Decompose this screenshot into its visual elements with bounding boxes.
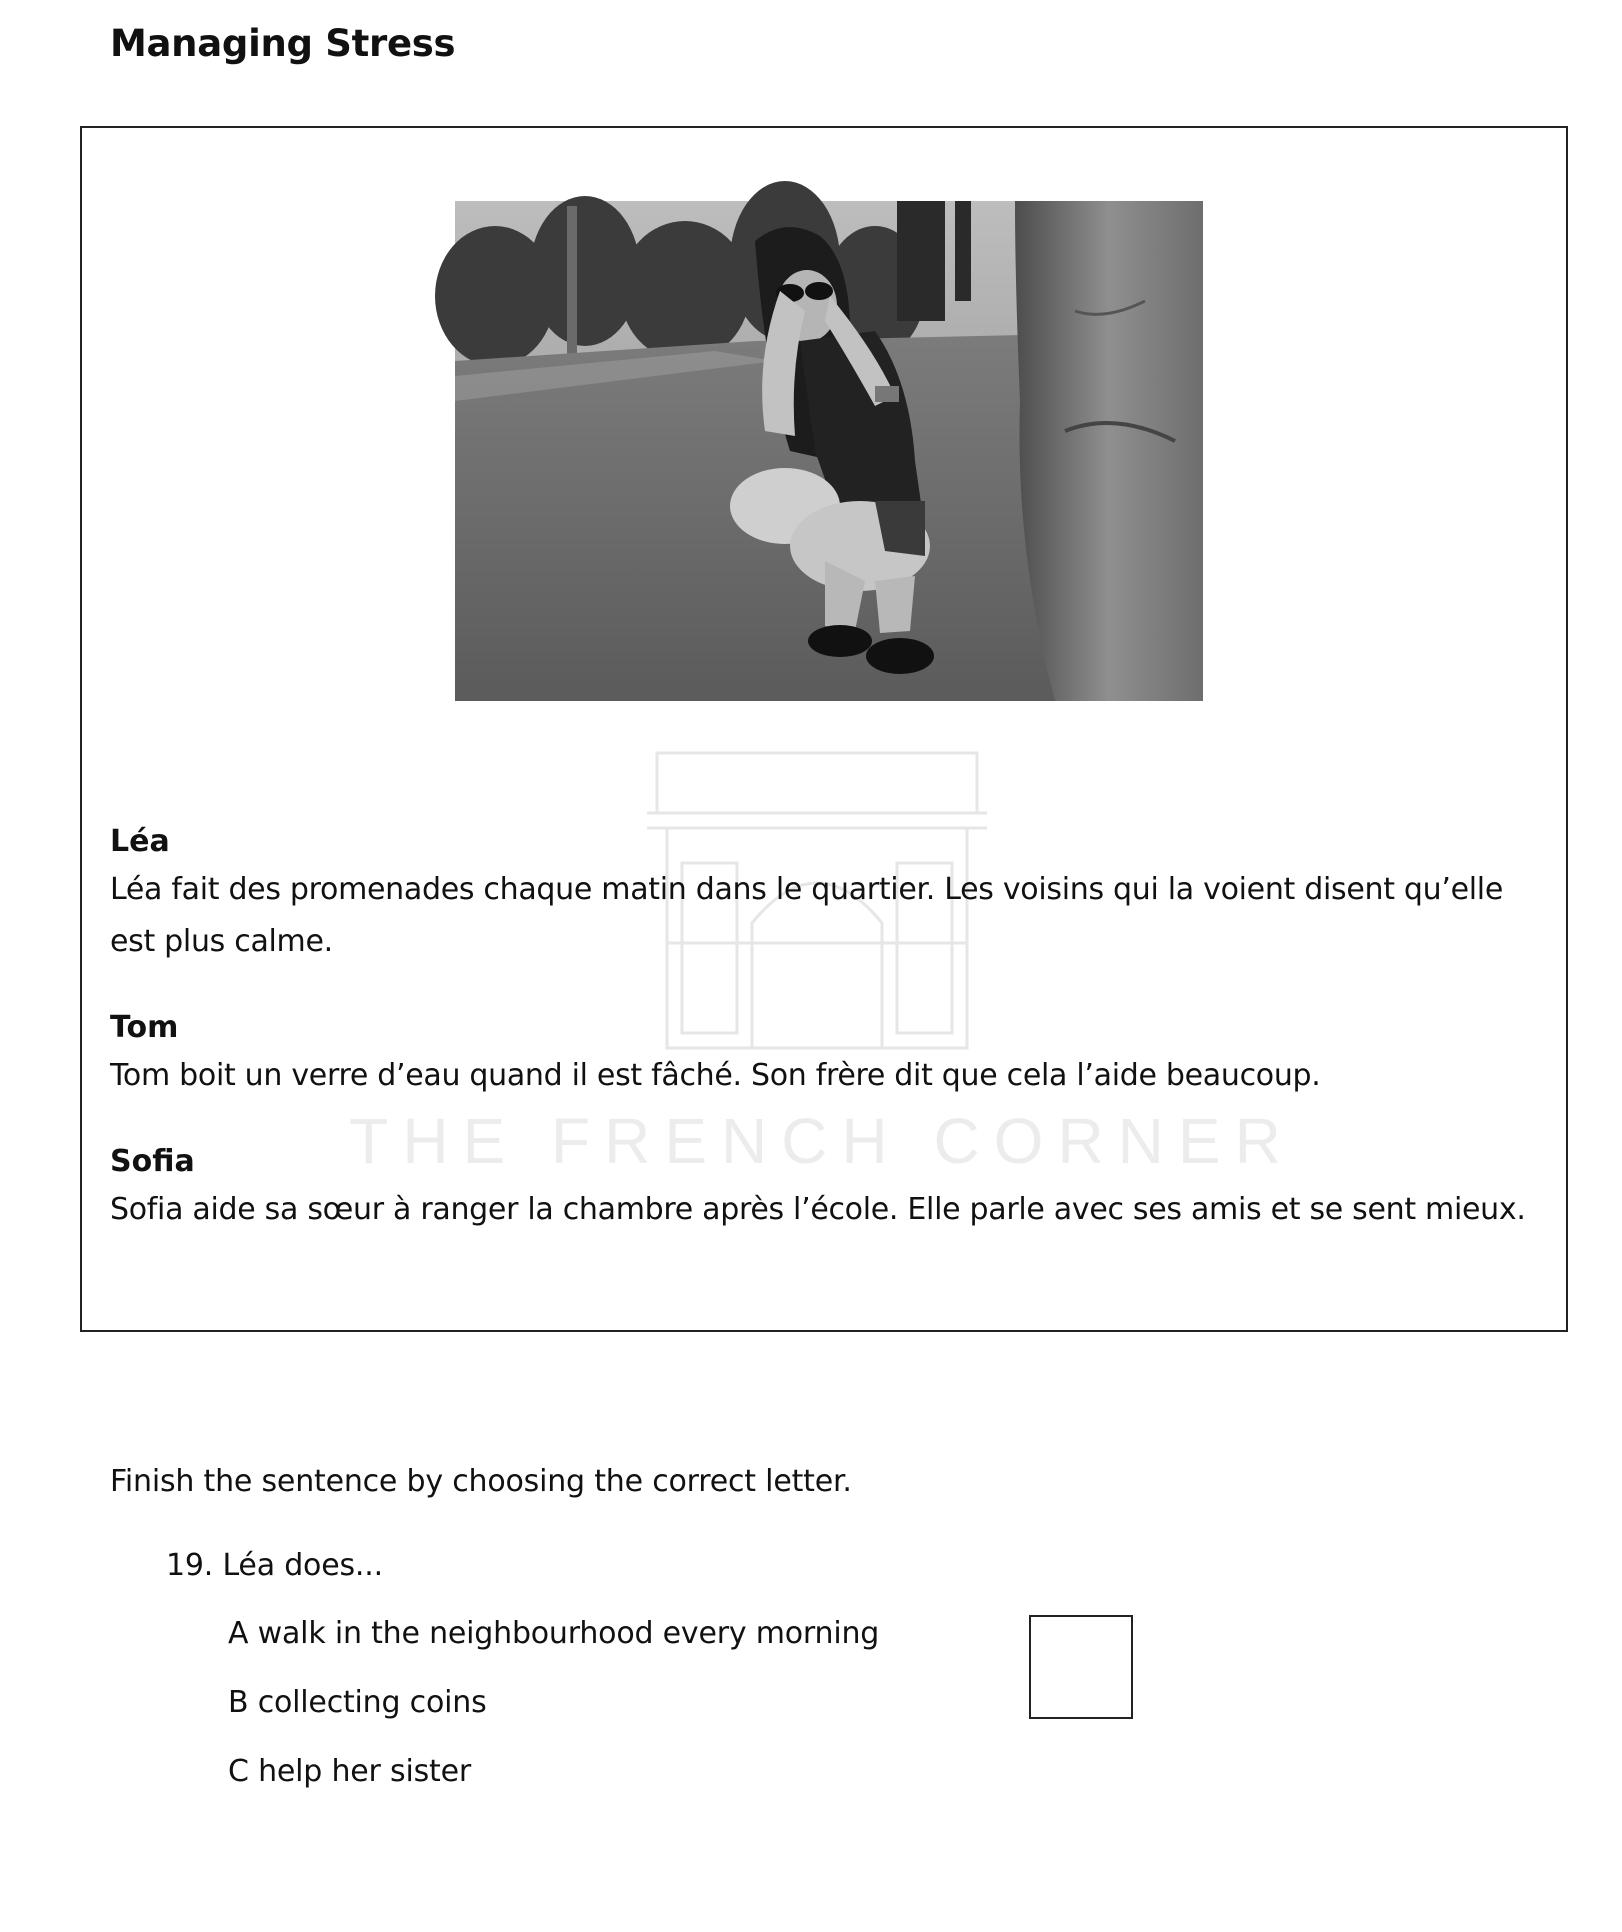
- profile-name: Léa: [110, 824, 170, 859]
- profile-text: Léa fait des promenades chaque matin dans le quartier. Les voisins qui la voient disent qu’elle est plus calme.: [110, 872, 1503, 959]
- exercise-instruction: Finish the sentence by choosing the correct letter.: [110, 1464, 852, 1499]
- profile-name: Sofia: [110, 1144, 195, 1179]
- answer-options: [228, 1616, 879, 1823]
- profiles-list: [110, 820, 1550, 1274]
- option-b: B collecting coins: [228, 1685, 487, 1720]
- option-a: A walk in the neighbourhood every morning: [228, 1616, 880, 1651]
- profile-sofia: [110, 1140, 1550, 1236]
- option-c: C help her sister: [228, 1754, 471, 1789]
- answer-box[interactable]: [1029, 1615, 1133, 1719]
- profile-tom: [110, 1006, 1550, 1102]
- profile-name: Tom: [110, 1010, 179, 1045]
- reading-text-box: [80, 126, 1568, 1332]
- watermark-text: THE FRENCH CORNER: [349, 1105, 1295, 1177]
- profile-text: Sofia aide sa sœur à ranger la chambre après l’école. Elle parle avec ses amis et se sent mieux.: [110, 1192, 1526, 1227]
- question-19: 19. Léa does...: [166, 1548, 383, 1583]
- stressed-woman-photo: [455, 201, 1203, 701]
- page-title: Managing Stress: [110, 22, 456, 65]
- profile-text: Tom boit un verre d’eau quand il est fâché. Son frère dit que cela l’aide beaucoup.: [110, 1058, 1321, 1093]
- profile-lea: [110, 820, 1550, 968]
